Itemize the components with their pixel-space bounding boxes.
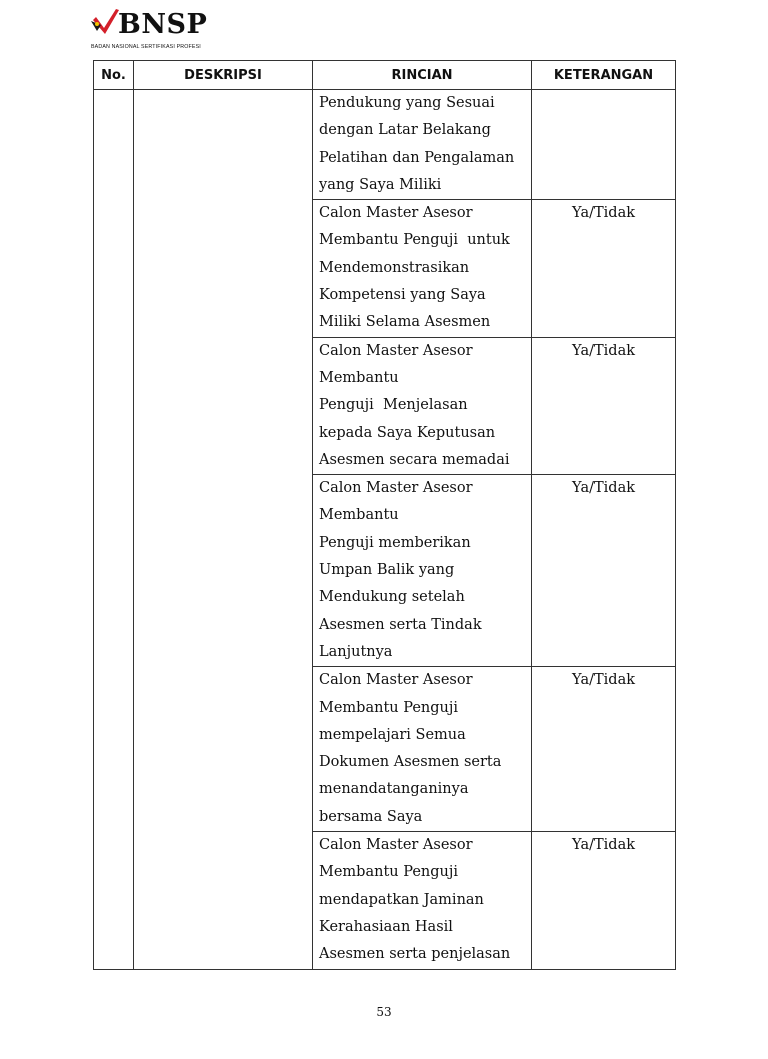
bnsp-emblem-icon [91, 8, 121, 42]
cell-keterangan: Ya/Tidak [532, 200, 676, 337]
bnsp-logo [91, 8, 221, 52]
page-number: 53 [376, 1005, 392, 1019]
cell-no [94, 90, 134, 970]
header-no: No. [94, 61, 134, 90]
cell-keterangan: Ya/Tidak [532, 667, 676, 832]
rincian-table [93, 60, 676, 970]
cell-rincian: Calon Master Asesor Membantu Penguji untuk Mendemonstrasikan Kompetensi yang Saya Miliki Selama Asesmen [313, 200, 532, 337]
cell-keterangan: Ya/Tidak [532, 475, 676, 667]
cell-deskripsi [134, 90, 313, 970]
cell-rincian: Pendukung yang Sesuai dengan Latar Belakang Pelatihan dan Pengalaman yang Saya Miliki [313, 90, 532, 200]
cell-keterangan: Ya/Tidak [532, 337, 676, 474]
emblem-yellow-dot [95, 22, 99, 26]
cell-rincian: Calon Master Asesor Membantu Penguji mendapatkan Jaminan Kerahasiaan Hasil Asesmen serta penjelasan [313, 832, 532, 969]
header-rincian: RINCIAN [313, 61, 532, 90]
cell-rincian: Calon Master Asesor Membantu Penguji mempelajari Semua Dokumen Asesmen serta menandatanganinya bersama Saya [313, 667, 532, 832]
logo-subtitle: BADAN NASIONAL SERTIFIKASI PROFESI [91, 44, 201, 50]
header-keterangan: KETERANGAN [532, 61, 676, 90]
table-row [94, 90, 676, 200]
cell-rincian: Calon Master Asesor Membantu Penguji Menjelasan kepada Saya Keputusan Asesmen secara memadai [313, 337, 532, 474]
header-deskripsi: DESKRIPSI [134, 61, 313, 90]
cell-rincian: Calon Master Asesor Membantu Penguji memberikan Umpan Balik yang Mendukung setelah Asesmen serta Tindak Lanjutnya [313, 475, 532, 667]
table-header-row [94, 61, 676, 90]
logo-title: BNSP [118, 9, 208, 40]
cell-keterangan: Ya/Tidak [532, 832, 676, 969]
cell-keterangan [532, 90, 676, 200]
